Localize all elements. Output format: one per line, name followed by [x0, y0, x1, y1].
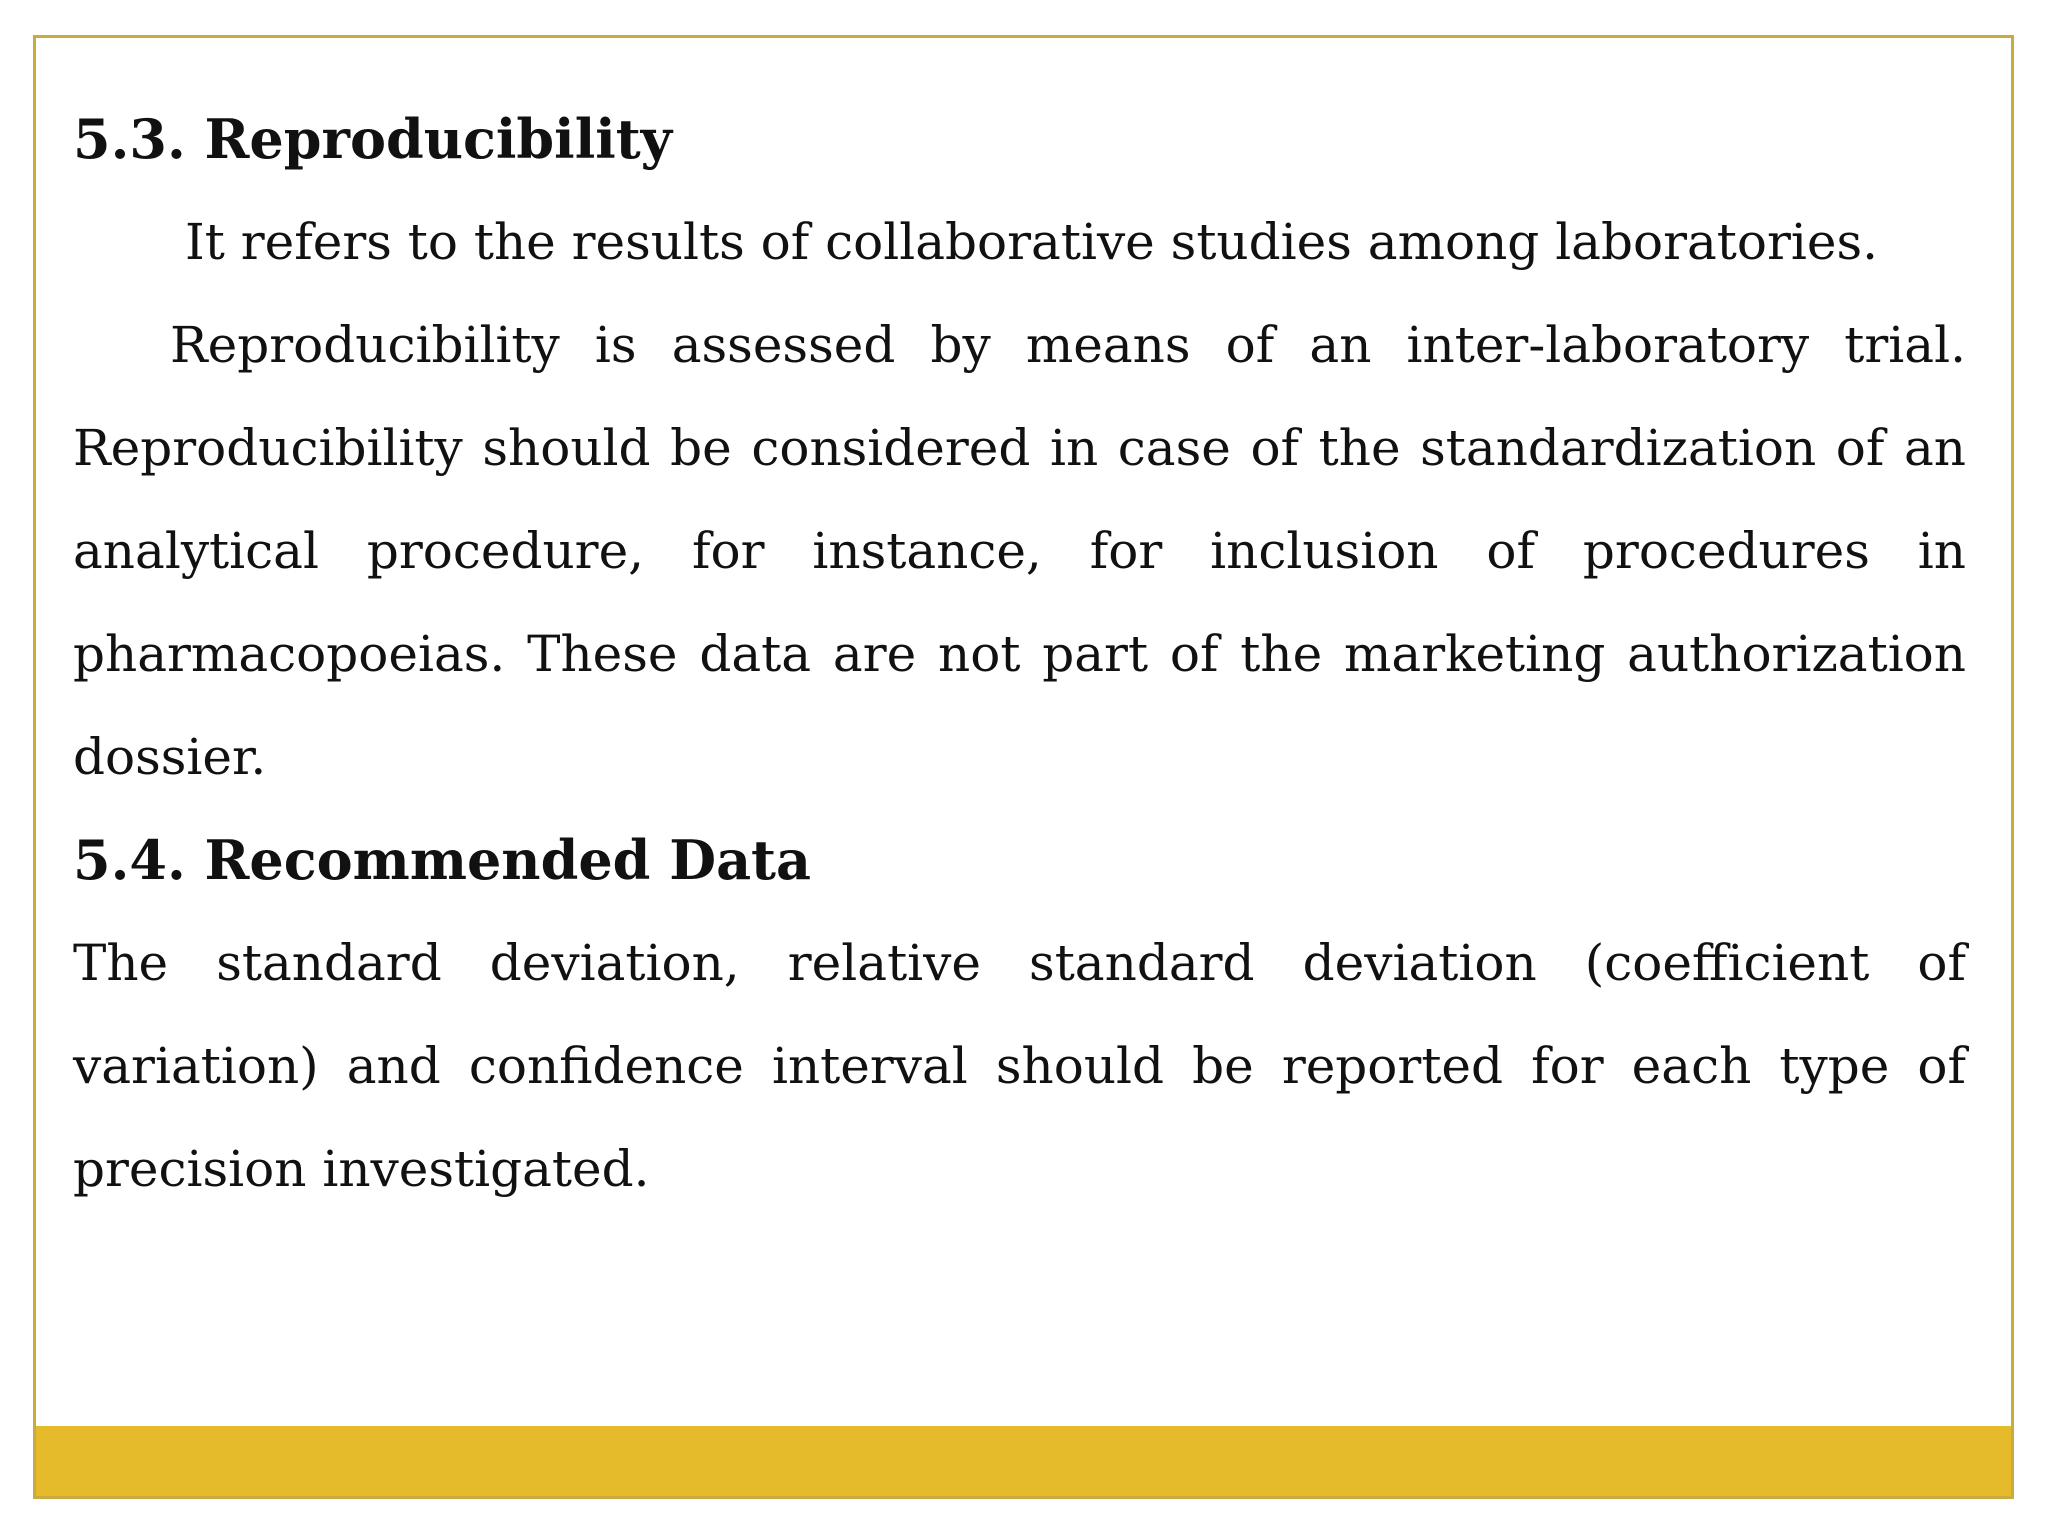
paragraph-recommended-data: The standard deviation, relative standard deviation (coefficient of variation) and confidence interval should be reported for each type of precision investigated. [73, 934, 1966, 1198]
section-heading-recommended-data: 5.4. Recommended Data [73, 828, 811, 892]
paragraph-definition: It refers to the results of collaborative studies among laboratories. [185, 213, 1879, 271]
section-heading-reproducibility: 5.3. Reproducibility [73, 107, 673, 171]
paragraph-assessment: Reproducibility is assessed by means of an inter-laboratory trial. Reproducibility should be considered in case of the standardization of an analytical procedure, for instance, for inclusion of procedures in pharmacopoeias. These data are not part of the marketing authorization dossier. [73, 316, 1966, 786]
slide-content [73, 88, 1966, 1221]
footer-accent-bar [36, 1426, 2011, 1496]
slide-frame [33, 35, 2014, 1499]
